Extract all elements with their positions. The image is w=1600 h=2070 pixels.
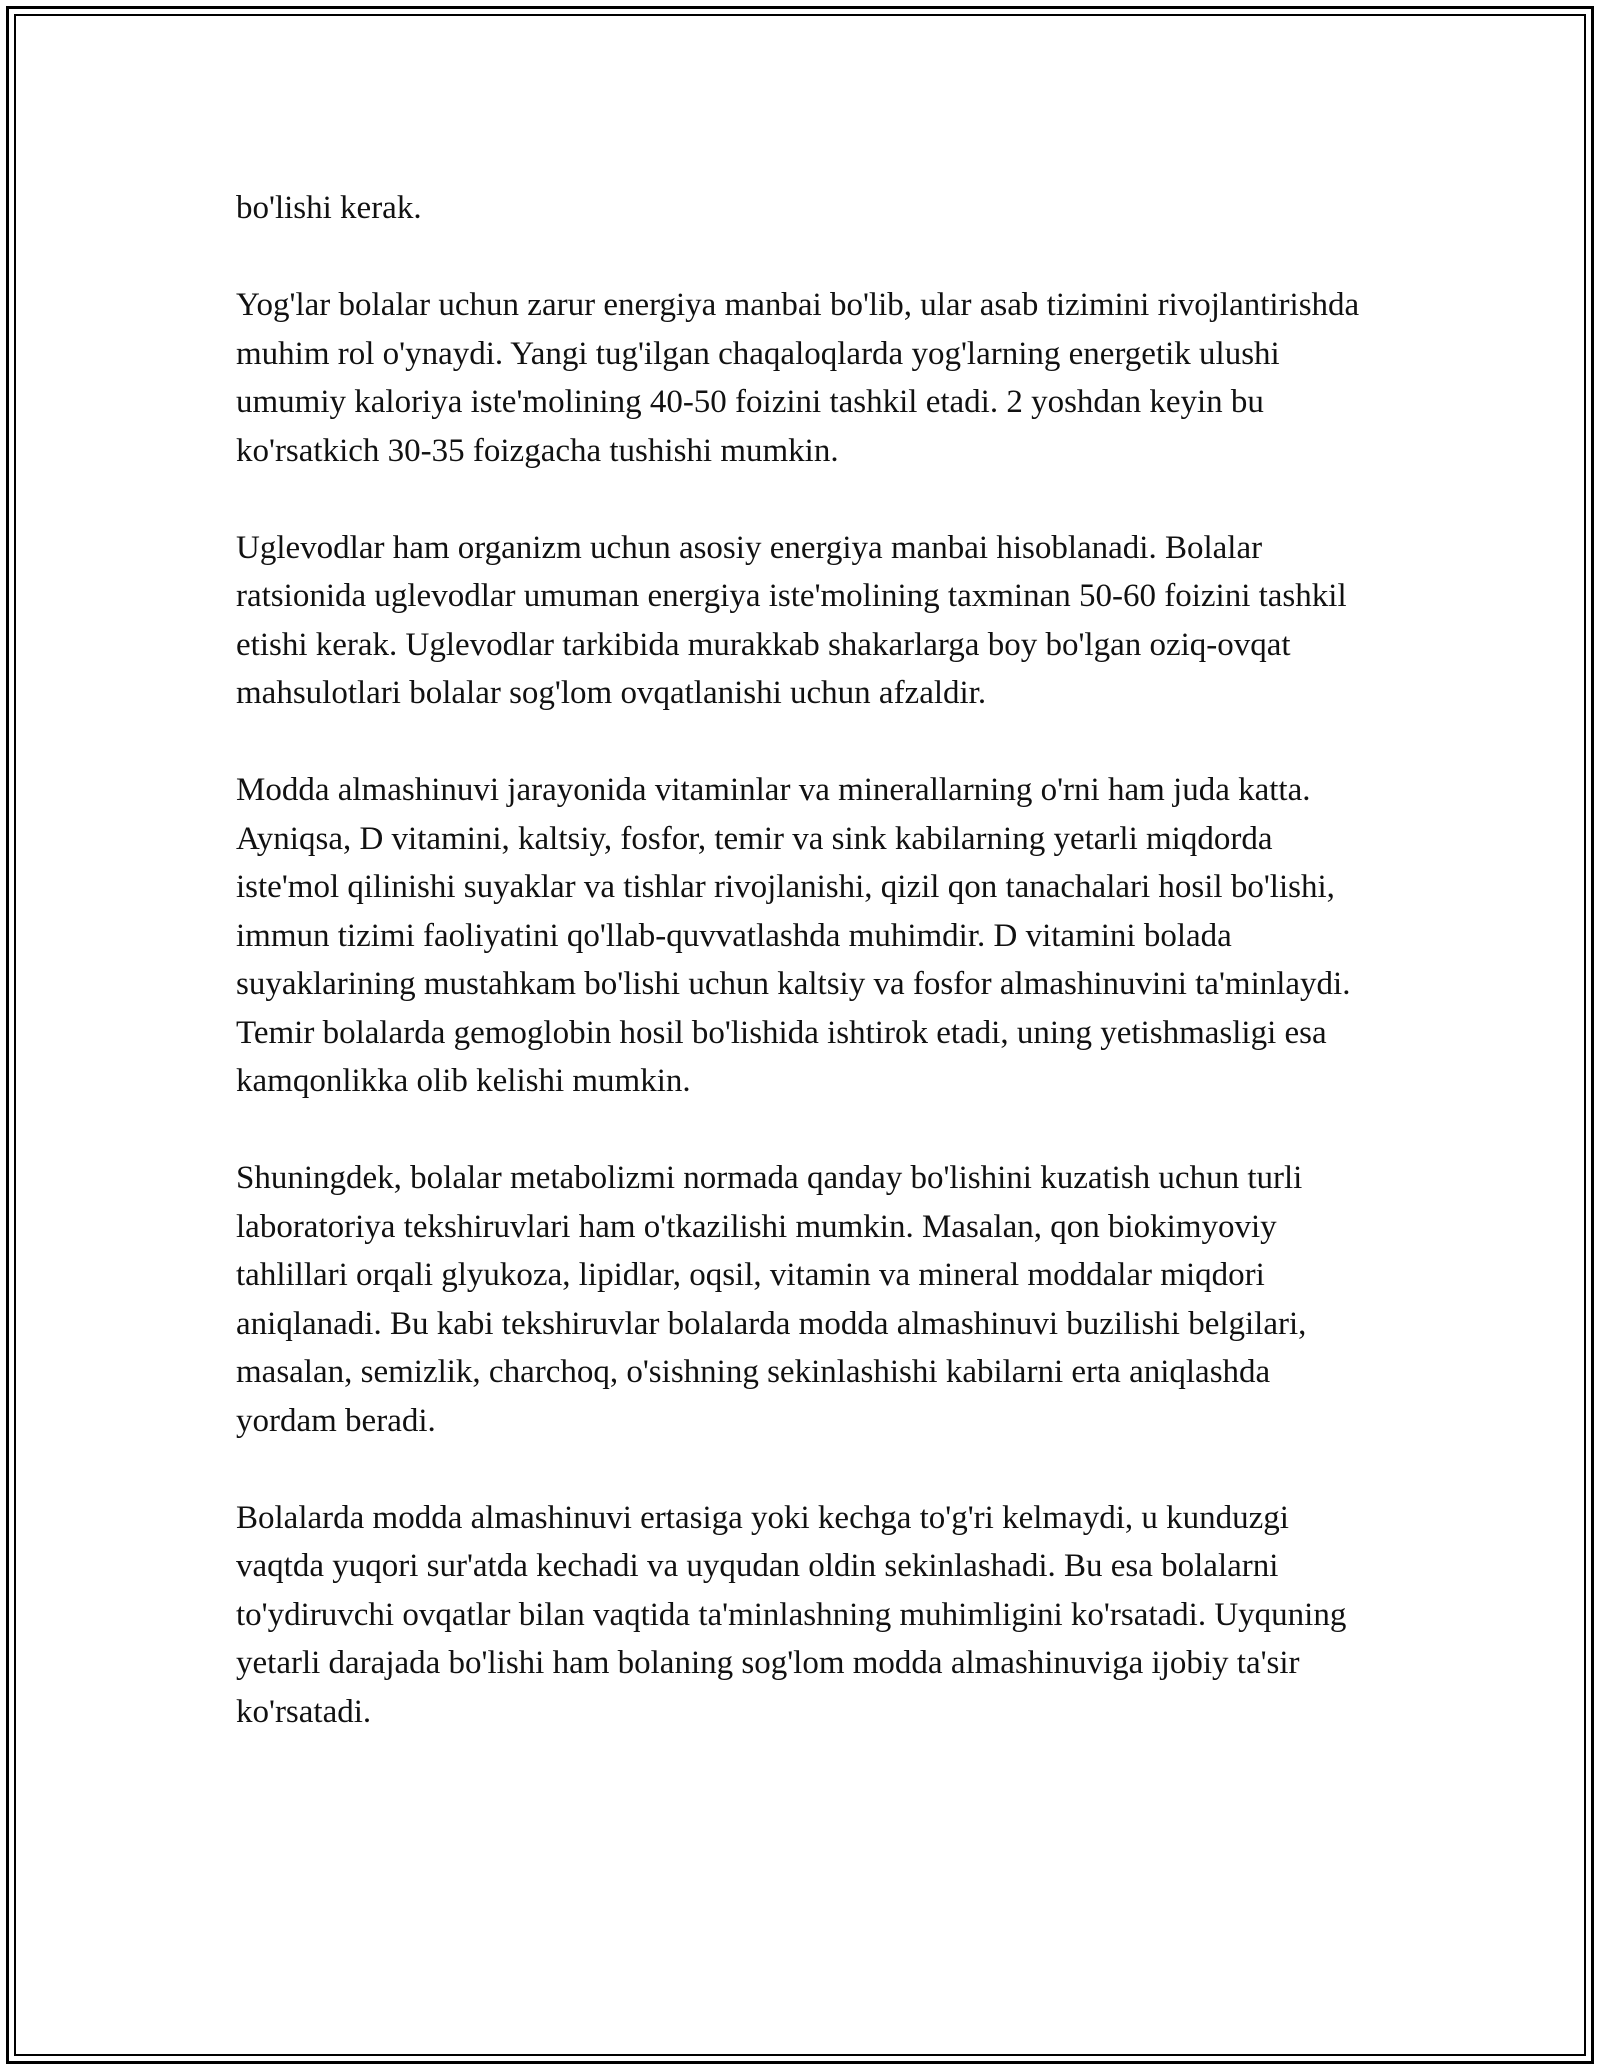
paragraph-5: Shuningdek, bolalar metabolizmi normada qanday bo'lishini kuzatish uchun turli laboratoriya tekshiruvlari ham o'tkazilishi mumkin. Masalan, qon biokimyoviy tahlillari orqali glyukoza, lipidlar, oqsil, vitamin va mineral moddalar miqdori aniqlanadi. Bu kabi tekshiruvlar bolalarda modda almashinuvi buzilishi belgilari, masalan, semizlik, charchoq, o'sishning sekinlashishi kabilarni erta aniqlashda yordam beradi. [236, 1160, 1307, 1439]
document-body [236, 184, 1360, 1785]
paragraph-2: Yog'lar bolalar uchun zarur energiya manbai bo'lib, ular asab tizimini rivojlantirishda muhim rol o'ynaydi. Yangi tug'ilgan chaqaloqlarda yog'larning energetik ulushi umumiy kaloriya iste'molining 40-50 foizini tashkil etadi. 2 yoshdan keyin bu ko'rsatkich 30-35 foizgacha tushishi mumkin. [236, 287, 1360, 469]
paragraph-4: Modda almashinuvi jarayonida vitaminlar va minerallarning o'rni ham juda katta. Ayniqsa, D vitamini, kaltsiy, fosfor, temir va sink kabilarning yetarli miqdorda iste'mol qilinishi suyaklar va tishlar rivojlanishi, qizil qon tanachalari hosil bo'lishi, immun tizimi faoliyatini qo'llab-quvvatlashda muhimdir. D vitamini bolada suyaklarining mustahkam bo'lishi uchun kaltsiy va fosfor almashinuvini ta'minlaydi. Temir bolalarda gemoglobin hosil bo'lishida ishtirok etadi, uning yetishmasligi esa kamqonlikka olib kelishi mumkin. [236, 772, 1351, 1099]
paragraph-1: bo'lishi kerak. [236, 190, 422, 226]
paragraph-3: Uglevodlar ham organizm uchun asosiy energiya manbai hisoblanadi. Bolalar ratsionida uglevodlar umuman energiya iste'molining taxminan 50-60 foizini tashkil etishi kerak. Uglevodlar tarkibida murakkab shakarlarga boy bo'lgan oziq-ovqat mahsulotlari bolalar sog'lom ovqatlanishi uchun afzaldir. [236, 529, 1347, 711]
paragraph-6: Bolalarda modda almashinuvi ertasiga yoki kechga to'g'ri kelmaydi, u kunduzgi vaqtda yuqori sur'atda kechadi va uyqudan oldin sekinlashadi. Bu esa bolalarni to'ydiruvchi ovqatlar bilan vaqtida ta'minlashning muhimligini ko'rsatadi. Uyquning yetarli darajada bo'lishi ham bolaning sog'lom modda almashinuviga ijobiy ta'sir ko'rsatadi. [236, 1499, 1347, 1730]
